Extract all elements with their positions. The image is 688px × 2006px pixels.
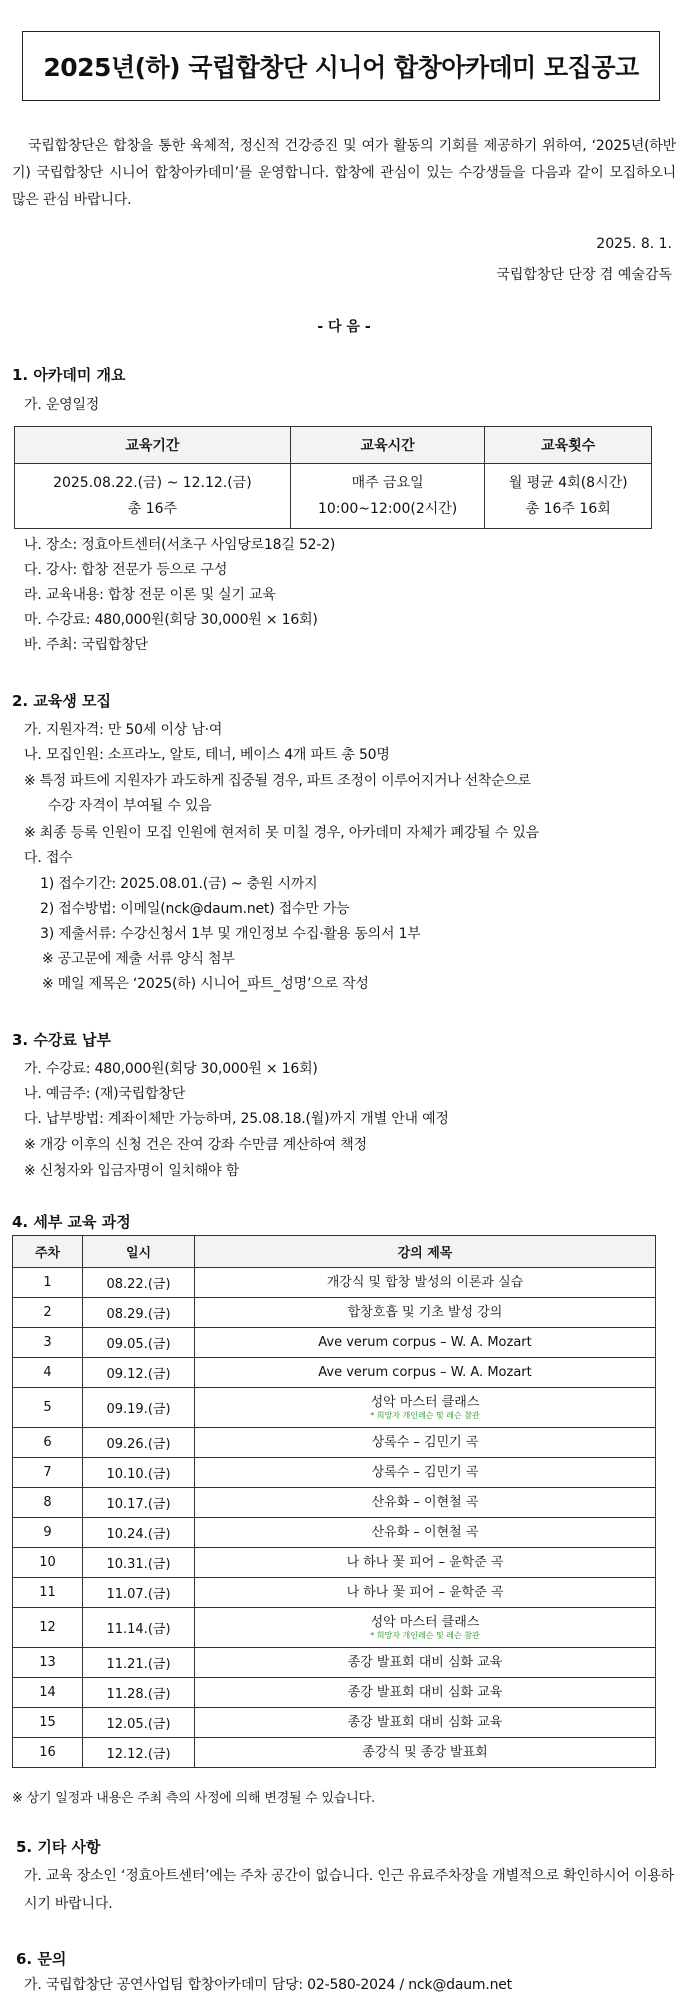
- s2-note1-cont: 수강 자격이 부여될 수 있음: [48, 798, 212, 814]
- course-title-cell: [195, 1428, 656, 1458]
- section-5-heading: 5. 기타 사항: [16, 1838, 101, 1856]
- course-title: Ave verum corpus – W. A. Mozart: [318, 1335, 532, 1350]
- course-title: Ave verum corpus – W. A. Mozart: [318, 1365, 532, 1380]
- schedule-cell-period: [15, 464, 291, 529]
- s1-ba: 바. 주최: 국립합창단: [24, 637, 148, 653]
- title-box: [22, 31, 660, 101]
- course-title-cell: [195, 1608, 656, 1648]
- table-row: [13, 1578, 656, 1608]
- course-title: 성악 마스터 클래스: [370, 1395, 480, 1410]
- course-title-cell: [195, 1548, 656, 1578]
- course-date: 10.24.(금): [83, 1518, 195, 1548]
- course-title: 산유화 – 이현철 곡: [371, 1495, 479, 1510]
- course-title-cell: [195, 1388, 656, 1428]
- s2-d4: ※ 공고문에 제출 서류 양식 첨부: [42, 951, 235, 967]
- course-title-cell: [195, 1648, 656, 1678]
- schedule-line: 2025.08.22.(금) ~ 12.12.(금): [53, 475, 252, 491]
- course-week: 7: [13, 1458, 83, 1488]
- course-title-cell: [195, 1738, 656, 1768]
- course-week: 5: [13, 1388, 83, 1428]
- s2-d2: 2) 접수방법: 이메일(nck@daum.net) 접수만 가능: [40, 901, 350, 917]
- dadum-divider: - 다 음 -: [317, 319, 371, 335]
- announcement-date: 2025. 8. 1.: [596, 236, 672, 252]
- course-title: 개강식 및 합창 발성의 이론과 실습: [326, 1275, 524, 1290]
- table-row: [13, 1548, 656, 1578]
- table-row: [13, 1488, 656, 1518]
- s2-da: 다. 접수: [24, 850, 73, 866]
- course-week: 16: [13, 1738, 83, 1768]
- course-week: 9: [13, 1518, 83, 1548]
- course-title-cell: [195, 1678, 656, 1708]
- course-title-cell: [195, 1298, 656, 1328]
- course-subnote: * 희망자 개인레슨 및 레슨 참관: [370, 1631, 480, 1640]
- course-title: 상록수 – 김민기 곡: [371, 1465, 479, 1480]
- course-week: 6: [13, 1428, 83, 1458]
- course-title-cell: [195, 1488, 656, 1518]
- section-4-heading: 4. 세부 교육 과정: [12, 1213, 131, 1231]
- course-date: 09.05.(금): [83, 1328, 195, 1358]
- section-3-heading: 3. 수강료 납부: [12, 1031, 112, 1049]
- schedule-header: 교육기간: [15, 427, 291, 464]
- s2-d1: 1) 접수기간: 2025.08.01.(금) ~ 충원 시까지: [40, 876, 318, 892]
- course-title-cell: [195, 1358, 656, 1388]
- course-week: 14: [13, 1678, 83, 1708]
- course-week: 8: [13, 1488, 83, 1518]
- announcement-org: 국립합창단 단장 겸 예술감독: [496, 267, 672, 283]
- course-date: 12.12.(금): [83, 1738, 195, 1768]
- s2-na: 나. 모집인원: 소프라노, 알토, 테너, 베이스 4개 파트 총 50명: [24, 747, 390, 763]
- course-subnote: * 희망자 개인레슨 및 레슨 참관: [370, 1411, 480, 1420]
- course-date: 10.17.(금): [83, 1488, 195, 1518]
- schedule-header: 교육횟수: [485, 427, 652, 464]
- course-title: 산유화 – 이현철 곡: [371, 1525, 479, 1540]
- s3-n1: ※ 개강 이후의 신청 건은 잔여 강좌 수만큼 계산하여 책정: [24, 1137, 367, 1153]
- course-header: 강의 제목: [195, 1236, 656, 1268]
- course-header: 일시: [83, 1236, 195, 1268]
- schedule-cell-time: [290, 464, 485, 529]
- table-row: [13, 1678, 656, 1708]
- s3-na: 나. 예금주: (재)국립합창단: [24, 1086, 186, 1102]
- course-date: 09.26.(금): [83, 1428, 195, 1458]
- course-header: 주차: [13, 1236, 83, 1268]
- course-date: 09.12.(금): [83, 1358, 195, 1388]
- table-row: [13, 1268, 656, 1298]
- course-date: 08.29.(금): [83, 1298, 195, 1328]
- course-date: 11.21.(금): [83, 1648, 195, 1678]
- table-row: [13, 1298, 656, 1328]
- course-title: 종강 발표회 대비 심화 교육: [347, 1685, 503, 1700]
- course-title: 합창호흡 및 기초 발성 강의: [347, 1305, 503, 1320]
- course-title: 나 하나 꽃 피어 – 윤학준 곡: [346, 1585, 504, 1600]
- s2-d5: ※ 메일 제목은 ‘2025(하) 시니어_파트_성명’으로 작성: [42, 976, 369, 992]
- course-week: 10: [13, 1548, 83, 1578]
- course-week: 2: [13, 1298, 83, 1328]
- schedule-table: [14, 426, 652, 529]
- section-1-heading: 1. 아카데미 개요: [12, 366, 126, 384]
- course-title: 성악 마스터 클래스: [370, 1615, 480, 1630]
- course-title-cell: [195, 1708, 656, 1738]
- course-date: 10.31.(금): [83, 1548, 195, 1578]
- course-week: 13: [13, 1648, 83, 1678]
- table-row: [13, 1388, 656, 1428]
- schedule-line: 10:00~12:00(2시간): [317, 501, 458, 517]
- course-title: 상록수 – 김민기 곡: [371, 1435, 479, 1450]
- table-row: [13, 1608, 656, 1648]
- schedule-cell-count: [485, 464, 652, 529]
- table-row: [13, 1328, 656, 1358]
- s1-ma: 마. 수강료: 480,000원(회당 30,000원 × 16회): [24, 612, 318, 628]
- table-row: [13, 1708, 656, 1738]
- s3-n2: ※ 신청자와 입금자명이 일치해야 함: [24, 1163, 240, 1179]
- s1-da: 다. 강사: 합창 전문가 등으로 구성: [24, 562, 228, 578]
- schedule-line: 총 16주 16회: [525, 501, 611, 517]
- course-week: 11: [13, 1578, 83, 1608]
- table-row: [13, 1738, 656, 1768]
- s3-ga: 가. 수강료: 480,000원(회당 30,000원 × 16회): [24, 1061, 318, 1077]
- table-row: [13, 1358, 656, 1388]
- course-body: [13, 1268, 656, 1768]
- s1-ra: 라. 교육내용: 합창 전문 이론 및 실기 교육: [24, 587, 276, 603]
- course-week: 1: [13, 1268, 83, 1298]
- section-2-heading: 2. 교육생 모집: [12, 692, 112, 710]
- course-week: 4: [13, 1358, 83, 1388]
- course-title-cell: [195, 1458, 656, 1488]
- course-title-cell: [195, 1268, 656, 1298]
- s5-ga: 가. 교육 장소인 ‘정효아트센터’에는 주차 공간이 없습니다. 인근 유료주차장을 개별적으로 확인하시어 이용하시기 바랍니다.: [24, 1868, 675, 1912]
- schedule-line: 월 평균 4회(8시간): [508, 475, 628, 491]
- course-title: 종강식 및 종강 발표회: [362, 1745, 488, 1760]
- course-title-cell: [195, 1578, 656, 1608]
- s2-d3: 3) 제출서류: 수강신청서 1부 및 개인정보 수집·활용 동의서 1부: [40, 926, 421, 942]
- table-row: [13, 1458, 656, 1488]
- course-title-cell: [195, 1518, 656, 1548]
- course-title: 나 하나 꽃 피어 – 윤학준 곡: [346, 1555, 504, 1570]
- course-date: 11.07.(금): [83, 1578, 195, 1608]
- s2-note2: ※ 최종 등록 인원이 모집 인원에 현저히 못 미칠 경우, 아카데미 자체가 폐강될 수 있음: [24, 825, 539, 841]
- course-title: 종강 발표회 대비 심화 교육: [347, 1655, 503, 1670]
- schedule-line: 매주 금요일: [351, 475, 424, 491]
- course-date: 11.28.(금): [83, 1678, 195, 1708]
- s2-ga: 가. 지원자격: 만 50세 이상 남·여: [24, 722, 223, 738]
- table-row: [13, 1428, 656, 1458]
- course-date: 10.10.(금): [83, 1458, 195, 1488]
- s1-na: 나. 장소: 정효아트센터(서초구 사임당로18길 52-2): [24, 537, 336, 553]
- course-date: 08.22.(금): [83, 1268, 195, 1298]
- course-week: 3: [13, 1328, 83, 1358]
- table-row: [13, 1648, 656, 1678]
- s1-ga: 가. 운영일정: [24, 397, 100, 413]
- s3-da: 다. 납부방법: 계좌이체만 가능하며, 25.08.18.(월)까지 개별 안내 예정: [24, 1111, 449, 1127]
- course-title-cell: [195, 1328, 656, 1358]
- course-table: [12, 1235, 656, 1768]
- course-date: 09.19.(금): [83, 1388, 195, 1428]
- schedule-line: 총 16주: [127, 501, 178, 517]
- course-week: 15: [13, 1708, 83, 1738]
- table-row: [13, 1518, 656, 1548]
- course-date: 11.14.(금): [83, 1608, 195, 1648]
- s6-ga: 가. 국립합창단 공연사업팀 합창아카데미 담당: 02-580-2024 / nck@daum.net: [24, 1977, 512, 1993]
- schedule-header: 교육시간: [290, 427, 485, 464]
- intro-paragraph: 국립합창단은 합창을 통한 육체적, 정신적 건강증진 및 여가 활동의 기회를 제공하기 위하여, ‘2025년(하반기) 국립합창단 시니어 합창아카데미’를 운영합니다. 합창에 관심이 있는 수강생들을 다음과 같이 모집하오니 많은 관심 바랍니다.: [12, 138, 676, 208]
- s2-note1: ※ 특정 파트에 지원자가 과도하게 집중될 경우, 파트 조정이 이루어지거나 선착순으로: [24, 773, 531, 789]
- s4-note: ※ 상기 일정과 내용은 주최 측의 사정에 의해 변경될 수 있습니다.: [12, 1791, 375, 1806]
- course-title: 종강 발표회 대비 심화 교육: [347, 1715, 503, 1730]
- page-title: 2025년(하) 국립합창단 시니어 합창아카데미 모집공고: [43, 53, 639, 82]
- section-6-heading: 6. 문의: [16, 1950, 67, 1968]
- course-week: 12: [13, 1608, 83, 1648]
- course-date: 12.05.(금): [83, 1708, 195, 1738]
